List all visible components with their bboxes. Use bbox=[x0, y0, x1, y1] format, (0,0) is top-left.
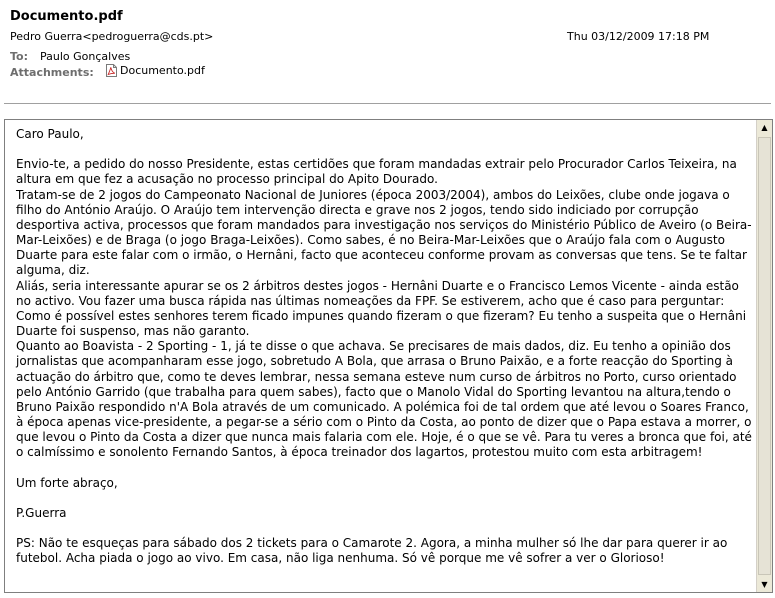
scroll-down-button[interactable] bbox=[757, 577, 772, 592]
message-subject: Documento.pdf bbox=[10, 9, 123, 24]
scroll-thumb[interactable] bbox=[758, 137, 771, 575]
recipient[interactable]: Paulo Gonçalves bbox=[40, 50, 131, 63]
header-divider bbox=[4, 103, 771, 105]
arrow-down-icon: ▼ bbox=[761, 580, 768, 589]
message-body-text: Caro Paulo, Envio-te, a pedido do nosso Presidente, estas certidões que foram mandadas extrair pelo Procurador Carlos Teixeira, na altura em que fez a acusação no processo principal do Apito Dourado. Tratam-se de 2 jogos do Campeonato Nacional de Juniores (época 2003/2004), ambos do Leixões, clube onde jogava o filho do António Araújo. O Araújo tem intervenção directa e grave nos 2 jogos, tendo sido indiciado por corrupção desportiva activa, processos que foram mandados para investigação nos serviços do Ministério Público de Aveiro (o Beira-Mar-Leixões) e de Braga (o jogo Braga-Leixões). Como sabes, é no Beira-Mar-Leixões que o Araújo fala com o Augusto Duarte para este falar com o irmão, o Hernâni, facto que aconteceu conforme provam as conversas que tens. Se te faltar alguma, diz. Aliás, seria interessante apurar se os 2 árbitros destes jogos - Hernâni Duarte e o Francisco Lemos Vicente - ainda estão no activo. Vou fazer uma busca rápida nas últimas nomeações da FPF. Se estiverem, acho que é caso para perguntar: Como é possível estes senhores terem ficado impunes quando fizeram o que fizeram? Eu tenho a suspeita que o Hernâni Duarte foi suspenso, mas não garanto. Quanto ao Boavista - 2 Sporting - 1, já te disse o que achava. Se precisares de mais dados, diz. Eu tenho a opinião dos jornalistas que acompanharam esse jogo, sobretudo A Bola, que arrasa o Bruno Paixão, e a forte reacção do Sporting à actuação do árbitro que, como te deves lembrar, nessa semana esteve num curso de árbitros no Porto, curso orientado pelo António Garrido (que trabalha para quem sabes), facto que o Manolo Vidal do Sporting levantou na altura,tendo o Bruno Paixão respondido n'A Bola através de um comunicado. A polémica foi de tal ordem que até levou o Soares Franco, à época apenas vice-presidente, a pegar-se a sério com o Pinto da Costa, ao ponto de dizer que o Papa estava a morrer, o que levou o Pinto da Costa a dizer que nunca mais falaria com ele. Hoje, é o que se vê. Para tu veres a bronca que foi, até o calmíssimo e sonolento Fernando Santos, à época treinador dos lagartos, protestou muito com esta arbitragem! Um forte abraço, P.Guerra PS: Não te esqueças para sábado dos 2 tickets para o Camarote 2. Agora, a minha mulher só lhe dar para querer ir ao futebol. Acha piada o jogo ao vivo. Em casa, não liga nenhuma. Só vê porque me vê sofrer a ver o Glorioso! bbox=[16, 127, 752, 566]
to-label: To: bbox=[10, 50, 28, 63]
arrow-up-icon: ▲ bbox=[761, 123, 768, 132]
scroll-up-button[interactable] bbox=[757, 120, 772, 135]
message-header bbox=[0, 0, 775, 104]
pdf-file-icon bbox=[106, 64, 117, 77]
attachment-item[interactable] bbox=[106, 64, 205, 77]
attachment-name: Documento.pdf bbox=[120, 64, 205, 77]
sender[interactable]: Pedro Guerra<pedroguerra@cds.pt> bbox=[10, 30, 214, 43]
sent-date: Thu 03/12/2009 17:18 PM bbox=[567, 30, 710, 43]
message-body-pane[interactable] bbox=[4, 119, 773, 593]
vertical-scrollbar[interactable] bbox=[756, 120, 772, 592]
attachments-label: Attachments: bbox=[10, 66, 94, 79]
